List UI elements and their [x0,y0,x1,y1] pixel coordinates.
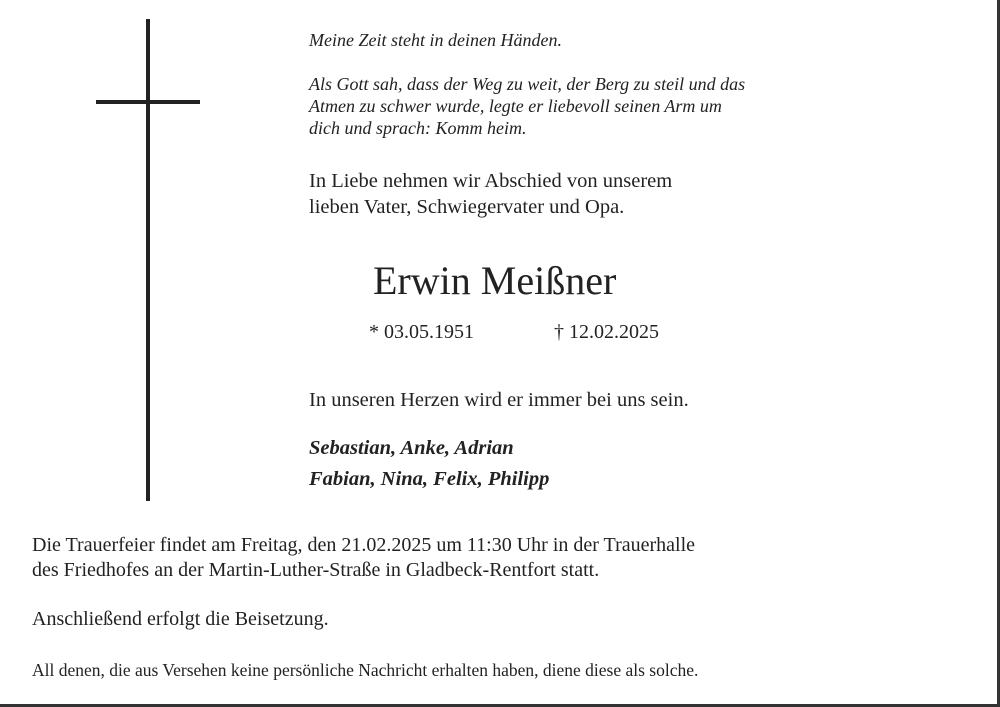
cross-icon [146,19,150,501]
note-line: All denen, die aus Versehen keine persönliche Nachricht erhalten haben, diene diese als solche. [32,660,699,680]
verse-line: Als Gott sah, dass der Weg zu weit, der Berg zu steil und das [309,74,746,94]
verse-line: Atmen zu schwer wurde, legte er liebevoll seinen Arm um [309,96,722,116]
closing-line: In unseren Herzen wird er immer bei uns sein. [309,389,689,411]
death-date: † 12.02.2025 [554,321,659,343]
intro-line: In Liebe nehmen wir Abschied von unserem [309,170,673,192]
family-line: Sebastian, Anke, Adrian [309,437,514,459]
burial-line: Anschließend erfolgt die Beisetzung. [32,608,329,630]
family-line: Fabian, Nina, Felix, Philipp [309,468,550,490]
birth-date: * 03.05.1951 [369,321,474,343]
service-line: Die Trauerfeier findet am Freitag, den 21.02.2025 um 11:30 Uhr in der Trauerhalle [32,534,696,556]
service-line: des Friedhofes an der Martin-Luther-Straße in Gladbeck-Rentfort statt. [32,559,600,581]
deceased-name: Erwin Meißner [373,258,617,303]
verse-line: dich und sprach: Komm heim. [309,118,527,138]
verse-title: Meine Zeit steht in deinen Händen. [309,30,562,50]
cross-icon-bar [96,100,200,104]
intro-line: lieben Vater, Schwiegervater und Opa. [309,196,625,218]
